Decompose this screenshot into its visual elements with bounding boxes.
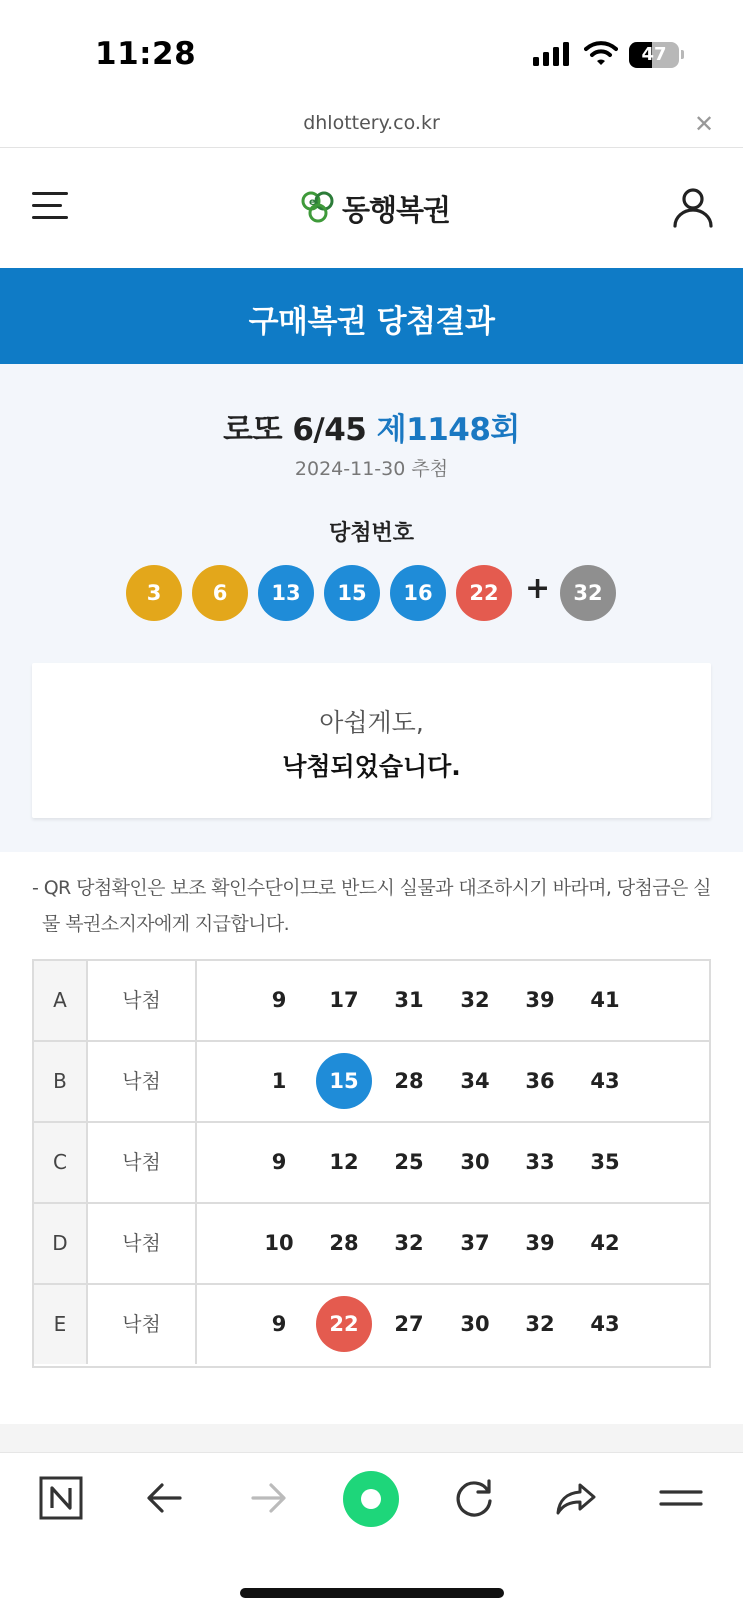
ticket-number: 28 [329,1231,359,1255]
ticket-number: 34 [460,1069,490,1093]
ticket-number: 9 [271,988,287,1012]
game-name: 로또 6/45 [223,412,367,448]
game-label: C [34,1123,88,1202]
table-row [34,1285,709,1366]
game-status: 낙첨 [88,961,197,1040]
ticket-number: 1 [271,1069,287,1093]
result-message-card [32,663,711,818]
game-status: 낙첨 [88,1285,197,1364]
ticket-number: 30 [460,1312,490,1336]
game-label: E [34,1285,88,1364]
page-title-bar [0,268,743,364]
notice-line2: 물 복권소지자에게 지급합니다. [42,913,290,935]
close-icon[interactable]: ✕ [694,110,715,138]
naver-n-icon[interactable] [38,1475,84,1521]
back-arrow-icon[interactable] [142,1475,188,1521]
game-label: D [34,1204,88,1283]
page-title: 구매복권 당첨결과 [248,304,495,340]
ticket-number: 43 [590,1312,620,1336]
table-row [34,961,709,1042]
logo-text: 동행복권 [342,192,451,227]
ticket-number: 32 [394,1231,424,1255]
browser-url-bar[interactable] [0,100,743,148]
ticket-number: 25 [394,1150,424,1174]
ticket-number: 32 [525,1312,555,1336]
ticket-number: 39 [525,1231,555,1255]
bonus-ball: 32 [560,565,616,621]
notice-line1: - QR 당첨확인은 보조 확인수단이므로 반드시 실물과 대조하시기 바라며, 당첨금은 실 [32,877,711,899]
url-text[interactable]: dhlottery.co.kr [303,112,440,134]
status-time: 11:28 [95,36,197,72]
result-message-line1: 아쉽게도, [319,708,424,737]
ticket-number: 43 [590,1069,620,1093]
ticket-number: 41 [590,988,620,1012]
matched-number: 22 [316,1296,372,1352]
game-label: A [34,961,88,1040]
ticket-number: 39 [525,988,555,1012]
round-title [0,404,743,449]
winning-ball: 13 [258,565,314,621]
winning-numbers-label: 당첨번호 [328,521,414,546]
game-status: 낙첨 [88,1204,197,1283]
draw-date: 2024-11-30 추첨 [294,458,449,480]
ticket-number: 28 [394,1069,424,1093]
ticket-number: 30 [460,1150,490,1174]
round-number: 제1148회 [376,412,520,448]
plus-sign: + [525,571,551,606]
status-bar [0,0,743,100]
clover-logo-icon [300,190,336,226]
user-icon[interactable] [672,186,714,228]
green-dot-icon[interactable] [343,1471,399,1527]
home-indicator[interactable] [240,1588,504,1598]
cellular-signal-icon [533,42,573,66]
table-row [34,1204,709,1285]
winning-ball: 22 [456,565,512,621]
battery-level: 47 [641,44,667,65]
winning-ball: 6 [192,565,248,621]
svg-text:e: e [309,197,316,208]
ticket-number: 36 [525,1069,555,1093]
ticket-table [32,959,711,1368]
ticket-number: 17 [329,988,359,1012]
menu-icon[interactable] [658,1475,704,1521]
battery-icon [629,42,679,68]
ticket-number: 9 [271,1150,287,1174]
ticket-number: 42 [590,1231,620,1255]
ticket-number: 9 [271,1312,287,1336]
ticket-number: 37 [460,1231,490,1255]
site-logo[interactable] [300,186,450,230]
ticket-number: 10 [264,1231,294,1255]
share-icon[interactable] [553,1475,599,1521]
reload-icon[interactable] [451,1475,497,1521]
browser-toolbar [0,1452,743,1611]
forward-arrow-icon[interactable] [245,1475,291,1521]
matched-number: 15 [316,1053,372,1109]
game-status: 낙첨 [88,1123,197,1202]
hamburger-menu-button[interactable] [32,190,70,222]
result-section [0,364,743,852]
ticket-number: 35 [590,1150,620,1174]
result-message-line2: 낙첨되었습니다. [282,752,461,781]
table-row [34,1042,709,1123]
ticket-number: 32 [460,988,490,1012]
site-header [0,148,743,268]
ticket-number: 12 [329,1150,359,1174]
game-status: 낙첨 [88,1042,197,1121]
table-row [34,1123,709,1204]
winning-ball: 3 [126,565,182,621]
footer-spacer [0,1424,743,1452]
game-label: B [34,1042,88,1121]
winning-numbers [126,565,626,621]
ticket-number: 33 [525,1150,555,1174]
winning-ball: 15 [324,565,380,621]
qr-notice [32,870,712,942]
ticket-number: 31 [394,988,424,1012]
wifi-icon [584,40,618,66]
ticket-number: 27 [394,1312,424,1336]
winning-ball: 16 [390,565,446,621]
